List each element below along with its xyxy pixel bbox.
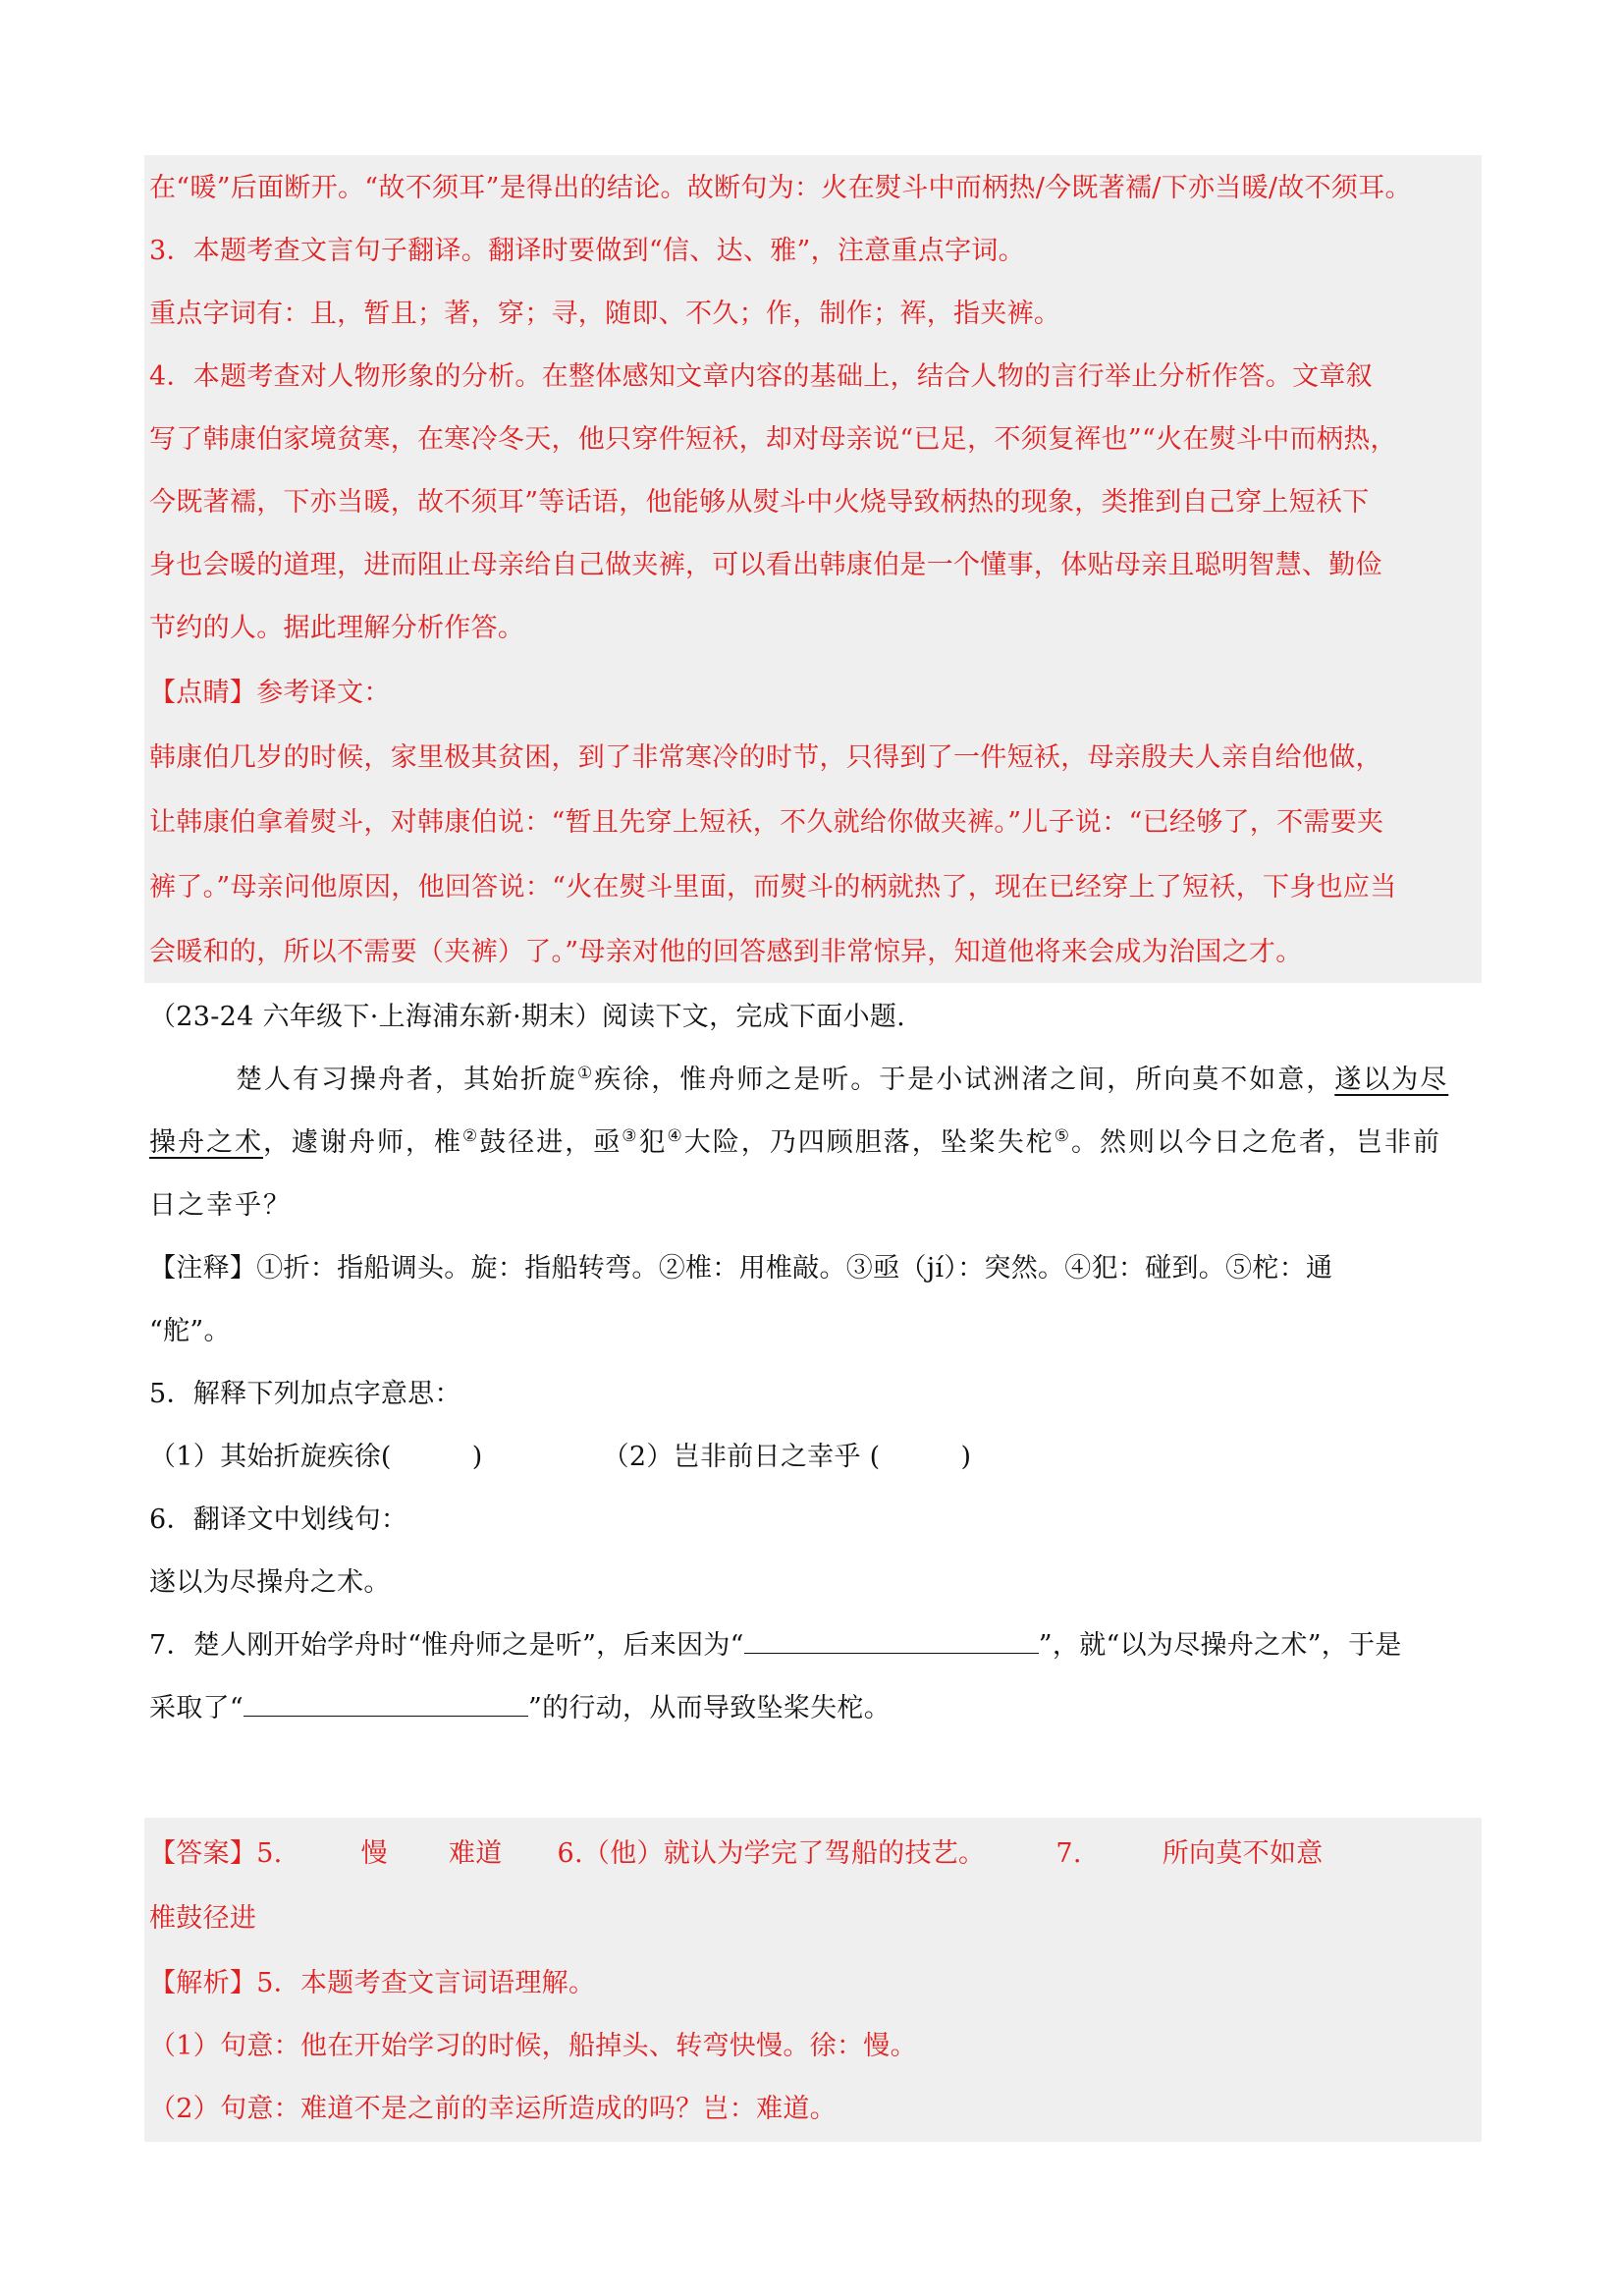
analysis-line: 3．本题考查文言句子翻译。翻译时要做到“信、达、雅”，注意重点字词。 — [149, 236, 1025, 266]
question-7: 7．楚人刚开始学舟时“惟舟师之是听”，后来因为“ ”，就“以为尽操舟之术”，于是 — [149, 1626, 1485, 1666]
tip-line — [149, 674, 1485, 713]
analysis-line: 身也会暖的道理，进而阻止母亲给自己做夹裤，可以看出韩康伯是一个懂事，体贴母亲且聪明智慧、勤俭 — [149, 550, 1382, 580]
tip-text: 参考译文： — [256, 678, 391, 708]
translation-line: 会暖和的，所以不需要（夹裤）了。”母亲对他的回答感到非常惊异，知道他将来会成为治国之才。 — [149, 937, 1303, 967]
tip-tag: 【点睛】 — [149, 678, 257, 708]
analysis-line: 4．本题考查对人物形象的分析。在整体感知文章内容的基础上，结合人物的言行举止分析作答。文章叙 — [149, 361, 1373, 392]
question-5: 5．解释下列加点字意思： — [149, 1379, 461, 1409]
notes-line: “舵”。 — [149, 1316, 231, 1346]
analysis-line: 写了韩康伯家境贫寒，在寒冷冬天，他只穿件短袄，却对母亲说“已足，不须复裈也”“火在熨斗中而柄热， — [149, 424, 1397, 455]
analysis-tag: 【解析】 — [149, 1968, 257, 1998]
analysis-line: 在“暖”后面断开。“故不须耳”是得出的结论。故断句为：火在熨斗中而柄热/今既著襦/下亦当暖/故不须耳。 — [149, 173, 1412, 203]
passage-line: 楚人有习操舟者，其始折旋①疾徐，惟舟师之是听。于是小试洲渚之间，所向莫不如意，遂以为尽 — [236, 1064, 1449, 1095]
answer-blank[interactable] — [744, 1627, 1039, 1654]
translation-line: 裤了。”母亲问他原因，他回答说：“火在熨斗里面，而熨斗的柄就热了，现在已经穿上了短袄，下身也应当 — [149, 872, 1397, 902]
translation-line: 韩康伯几岁的时候，家里极其贫困，到了非常寒冷的时节，只得到了一件短袄，母亲殷夫人亲自给他做， — [149, 742, 1382, 773]
question-6-sentence: 遂以为尽操舟之术。 — [149, 1567, 391, 1598]
analysis-head: 【解析】5．本题考查文言词语理解。 — [149, 1968, 596, 1998]
analysis-line: 重点字词有：且，暂且；著，穿；寻，随即、不久；作，制作；裈，指夹裤。 — [149, 299, 1061, 329]
analysis-line: 节约的人。据此理解分析作答。 — [149, 613, 525, 643]
answer-blank[interactable] — [243, 1690, 528, 1717]
underlined-sentence: 遂以为尽 — [1334, 1065, 1449, 1095]
notes-line: 【注释】①折：指船调头。旋：指船转弯。②椎：用椎敲。③亟（jí）：突然。④犯：碰到。⑤柁：通 — [149, 1253, 1333, 1284]
answer-line: 椎鼓径进 — [149, 1903, 257, 1934]
analysis-line: （2）句意：难道不是之前的幸运所造成的吗？岂：难道。 — [149, 2094, 837, 2124]
translation-line: 让韩康伯拿着熨斗，对韩康伯说：“暂且先穿上短袄，不久就给你做夹裤。”儿子说：“已经够了，不需要夹 — [149, 807, 1384, 838]
answer-tag: 【答案】 — [149, 1838, 257, 1869]
analysis-line: 今既著襦，下亦当暖，故不须耳”等话语，他能够从熨斗中火烧导致柄热的现象，类推到自己穿上短袄下 — [149, 487, 1370, 518]
question-7-cont: 采取了“ ”的行动，从而导致坠桨失柁。 — [149, 1689, 1485, 1728]
underlined-sentence: 操舟之术 — [149, 1127, 263, 1158]
question-5-items: （1）其始折旋疾徐( ) （2）岂非前日之幸乎 ( ) — [149, 1442, 972, 1472]
passage-line: 操舟之术，遽谢舟师，椎②鼓径进，亟③犯④大险，乃四顾胆落，坠桨失柁⑤。然则以今日之危者，岂非前 — [149, 1126, 1441, 1158]
passage-line: 日之幸乎？ — [149, 1190, 292, 1221]
analysis-line: （1）句意：他在开始学习的时候，船掉头、转弯快慢。徐：慢。 — [149, 2031, 917, 2061]
question-6: 6．翻译文中划线句： — [149, 1504, 408, 1535]
answer-line: 【答案】5. 慢 难道 6.（他）就认为学完了驾船的技艺。 7. 所向莫不如意 — [149, 1838, 1324, 1869]
source-line: （23-24 六年级下·上海浦东新·期末）阅读下文，完成下面小题. — [149, 1002, 906, 1032]
